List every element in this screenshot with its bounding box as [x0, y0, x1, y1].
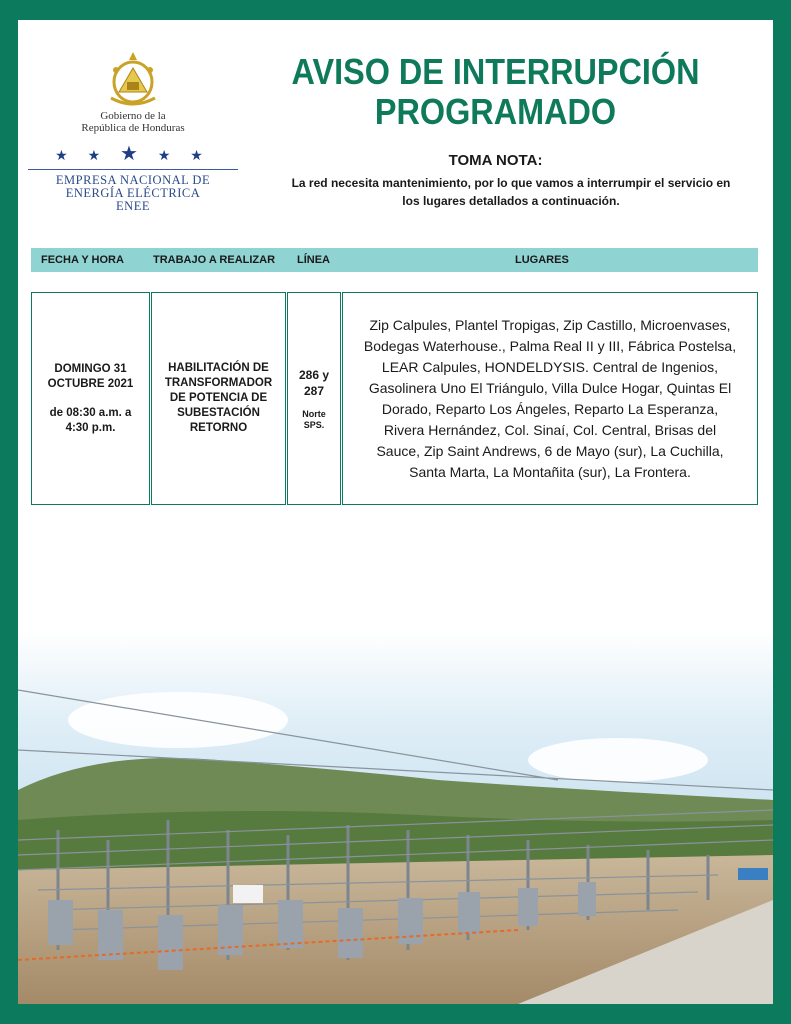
cell-line	[287, 292, 341, 505]
substation-photo	[18, 630, 773, 1004]
places-line: Bodegas Waterhouse., Palma Real II y III, Fábrica Postelsa,	[363, 337, 737, 354]
region-line-1: Norte	[302, 408, 326, 419]
note-line-2: los lugares detallados a continuación.	[402, 194, 620, 208]
time-line-2: 4:30 p.m.	[65, 421, 116, 434]
work-line-4: SUBESTACIÓN	[177, 407, 260, 419]
header-line: LÍNEA	[297, 254, 330, 266]
places-line: Rivera Hernández, Col. Sinaí, Col. Central, Brisas del	[383, 421, 717, 438]
page-title	[282, 52, 710, 132]
line-number-1: 286 y	[298, 367, 330, 382]
note-title: TOMA NOTA:	[448, 152, 543, 169]
places-line: Sauce, Zip Saint Andrews, 6 de Mayo (sur), La Cuchilla,	[376, 442, 724, 459]
places-line: Dorado, Reparto Los Ángeles, Reparto La Esperanza,	[381, 400, 719, 417]
gov-line-2: República de Honduras	[81, 122, 185, 134]
date-line-2: OCTUBRE 2021	[47, 377, 134, 390]
work-line-5: RETORNO	[189, 422, 248, 434]
work-line-1: HABILITACIÓN DE	[168, 362, 269, 374]
cell-places	[342, 292, 758, 505]
company-line-3: ENEE	[116, 199, 150, 213]
header-places: LUGARES	[515, 254, 569, 266]
line-number-2: 287	[303, 383, 325, 398]
company-line-1: EMPRESA NACIONAL DE	[55, 173, 211, 187]
enee-logo	[28, 48, 238, 213]
places-line: Santa Marta, La Montañita (sur), La Frontera.	[409, 463, 691, 480]
region-line-2: SPS.	[303, 419, 325, 430]
header-date: FECHA Y HORA	[41, 254, 124, 266]
cell-work	[151, 292, 286, 505]
time-line-1: de 08:30 a.m. a	[49, 406, 132, 419]
work-line-3: DE POTENCIA DE	[169, 392, 268, 404]
honduras-coat-of-arms-icon	[107, 48, 159, 110]
title-line-2: PROGRAMADO	[374, 91, 617, 132]
cell-date-time	[31, 292, 150, 505]
date-line-1: DOMINGO 31	[54, 362, 127, 375]
notice-sheet	[18, 20, 773, 1004]
header-work: TRABAJO A REALIZAR	[153, 254, 276, 266]
title-line-1: AVISO DE INTERRUPCIÓN	[291, 51, 700, 92]
logo-divider	[28, 169, 238, 170]
table-header	[31, 248, 758, 272]
note-line-1: La red necesita mantenimiento, por lo que vamos a interrumpir el servicio en	[291, 176, 731, 190]
company-line-2: ENERGÍA ELÉCTRICA	[65, 186, 201, 200]
gov-line-1: Gobierno de la	[100, 110, 166, 122]
places-line: LEAR Calpules, HONDELDYSIS. Central de Ingenios,	[381, 358, 719, 375]
work-line-2: TRANSFORMADOR	[164, 377, 273, 389]
note-text	[266, 174, 756, 210]
stars-icon: ★ ★ ★ ★ ★	[55, 143, 211, 165]
places-line: Zip Calpules, Plantel Tropigas, Zip Castillo, Microenvases,	[369, 316, 731, 333]
places-line: Gasolinera Uno El Triángulo, Villa Dulce Hogar, Quintas El	[368, 379, 732, 396]
